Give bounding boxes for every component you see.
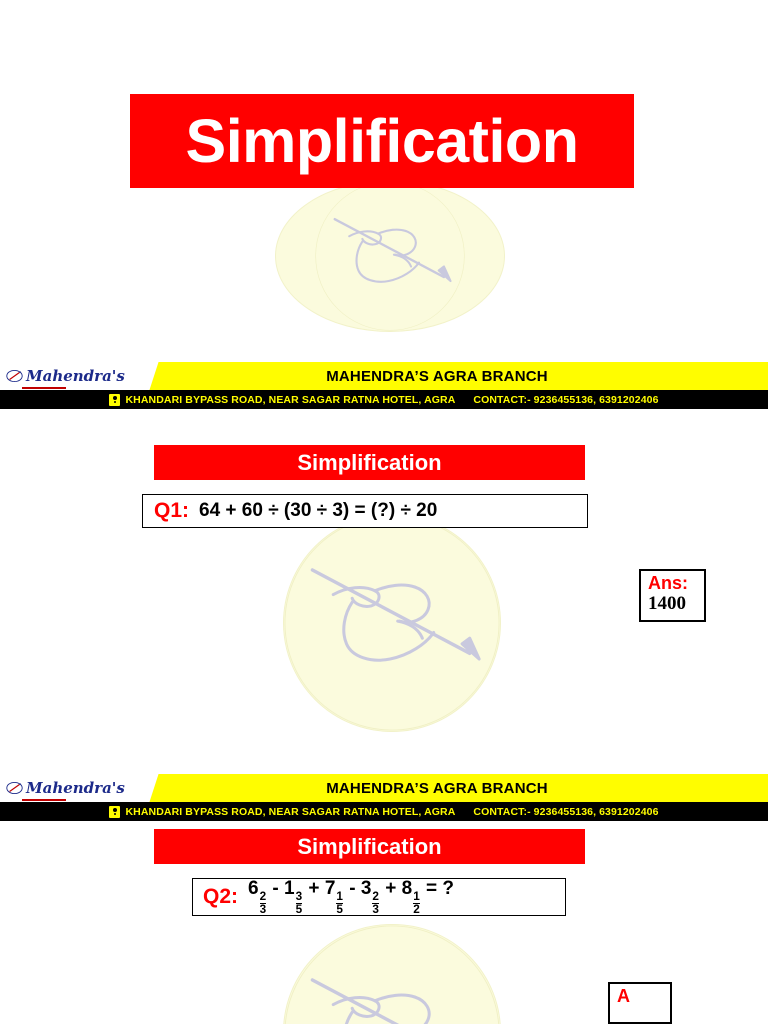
brand-logo-text: Mahendra's [26, 779, 125, 797]
contact-text: CONTACT:- 9236455136, 6391202406 [473, 393, 659, 406]
numerator: 3 [295, 889, 303, 903]
slide-1-title-banner [130, 94, 634, 188]
question-text [248, 878, 454, 915]
whole-part: 8 [401, 878, 413, 900]
numerator: 2 [259, 889, 267, 903]
slide-2-question-box [142, 494, 588, 528]
hand-writing-icon [284, 515, 500, 731]
branch-title: MAHENDRA’S AGRA BRANCH [326, 779, 548, 797]
mixed-fraction [284, 878, 303, 916]
hand-writing-icon [276, 181, 504, 331]
denominator: 2 [413, 902, 420, 916]
operator: + [303, 878, 325, 900]
denominator: 5 [336, 902, 343, 916]
hand-writing-icon [284, 925, 500, 1024]
whole-part: 3 [360, 878, 372, 900]
address-text: KHANDARI BYPASS ROAD, NEAR SAGAR RATNA HOTEL, AGRA [125, 393, 456, 406]
brand-logo [0, 362, 146, 390]
question-tail: = ? [420, 878, 454, 900]
slide-2-subtitle: Simplification [297, 449, 442, 475]
fraction [260, 891, 267, 916]
slide-3-question-box [192, 878, 566, 916]
slide-1 [0, 0, 768, 362]
answer-label: Ans: [648, 573, 688, 593]
fraction [336, 891, 343, 916]
slide-3 [0, 774, 768, 1024]
branch-title: MAHENDRA’S AGRA BRANCH [326, 367, 548, 385]
brand-logo-text: Mahendra's [26, 367, 125, 385]
fraction [413, 891, 420, 916]
contact-text: CONTACT:- 9236455136, 6391202406 [473, 805, 659, 818]
numerator: 1 [413, 889, 420, 903]
location-pin-icon [109, 394, 120, 406]
slide-2 [0, 362, 768, 774]
logo-underline [22, 799, 66, 801]
denominator: 5 [295, 902, 303, 916]
brand-logo [0, 774, 146, 802]
answer-label: A [617, 986, 630, 1006]
whole-part: 6 [248, 878, 259, 900]
watermark-hand-writing [283, 514, 501, 732]
operator: + [379, 878, 402, 900]
slide-2-subtitle-banner [154, 445, 585, 480]
address-text: KHANDARI BYPASS ROAD, NEAR SAGAR RATNA HOTEL, AGRA [125, 805, 456, 818]
slide-1-title: Simplification [185, 106, 579, 175]
question-label: Q2: [203, 885, 239, 908]
watermark-hand-writing [283, 924, 501, 1024]
pen-nib-icon [6, 369, 23, 383]
slide-2-address-bar [0, 390, 768, 409]
denominator: 3 [372, 902, 379, 916]
question-text: 64 + 60 ÷ (30 ÷ 3) = (?) ÷ 20 [199, 500, 438, 521]
mixed-fraction [401, 878, 421, 916]
question-label: Q1: [154, 499, 190, 522]
fraction [372, 891, 379, 916]
slide-3-header-bar [0, 774, 768, 802]
slide-3-answer-box [608, 982, 672, 1024]
mixed-fraction [324, 878, 344, 916]
location-pin-icon [109, 806, 120, 818]
slide-2-answer-box [639, 569, 706, 622]
slide-3-address-bar [0, 802, 768, 821]
whole-part: 1 [284, 878, 295, 900]
watermark-hand-writing [275, 180, 505, 332]
slide-3-subtitle-banner [154, 829, 585, 864]
whole-part: 7 [324, 878, 336, 900]
slide-3-subtitle: Simplification [297, 833, 442, 859]
operator: - [267, 878, 285, 900]
mixed-fraction [360, 878, 380, 916]
numerator: 1 [336, 889, 343, 903]
pen-nib-icon [6, 781, 23, 795]
answer-value: 1400 [648, 592, 686, 614]
slide-2-header-bar [0, 362, 768, 390]
mixed-fraction [248, 878, 267, 916]
fraction [296, 891, 303, 916]
logo-underline [22, 387, 66, 389]
operator: - [343, 878, 361, 900]
numerator: 2 [372, 889, 379, 903]
denominator: 3 [259, 902, 267, 916]
